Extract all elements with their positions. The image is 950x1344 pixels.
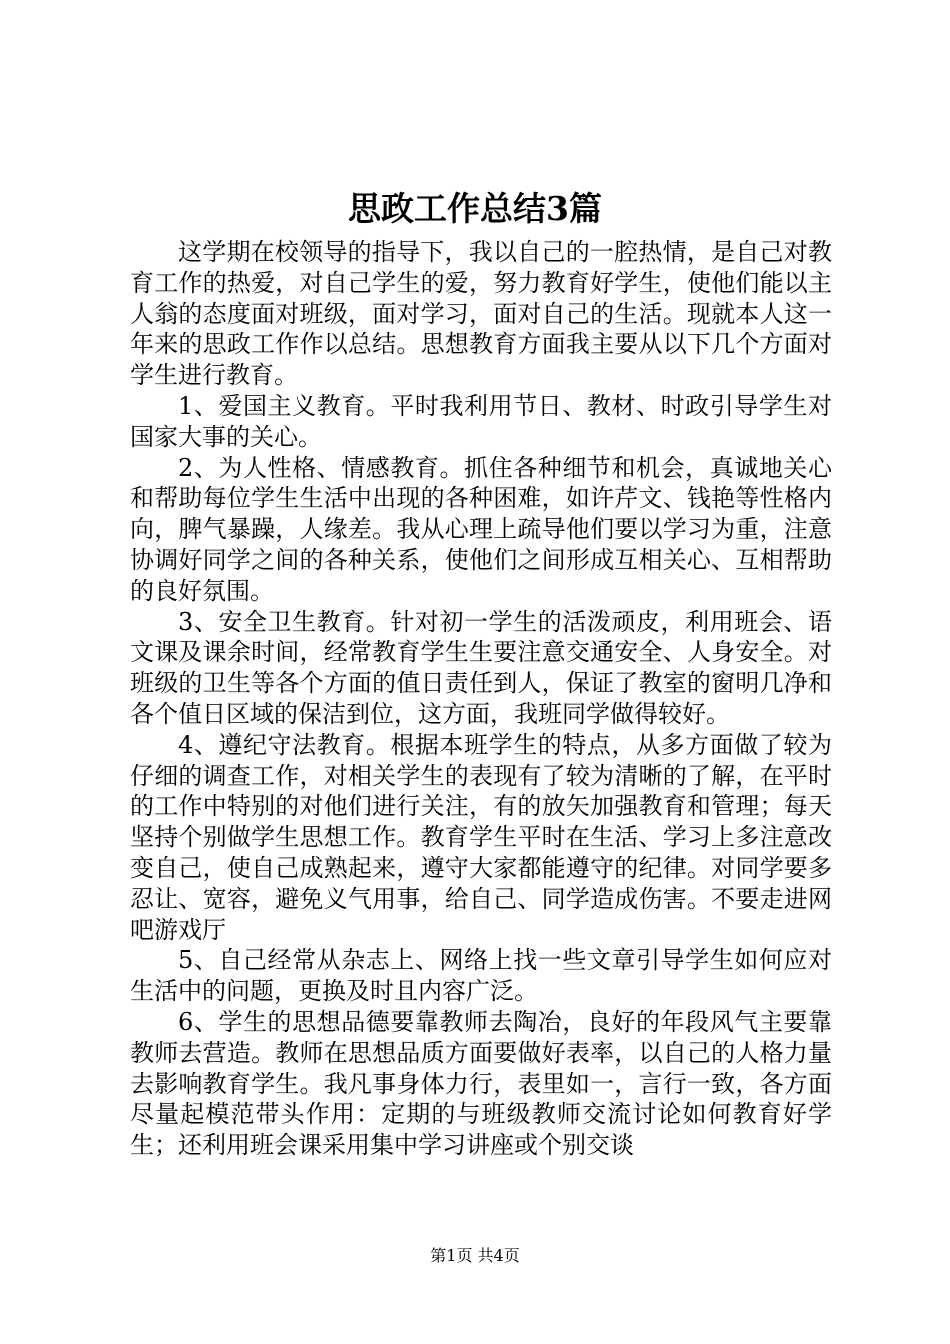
paragraph-item-1: 1、爱国主义教育。平时我利用节日、教材、时政引导学生对国家大事的关心。: [130, 391, 832, 451]
paragraph-item-4: 4、遵纪守法教育。根据本班学生的特点，从多方面做了较为仔细的调查工作，对相关学生的表现有了较为清晰的了解，在平时的工作中特别的对他们进行关注，有的放矢加强教育和管理；每天坚持个别做学生思想工作。教育学生平时在生活、学习上多注意改变自己，使自己成熟起来，遵守大家都能遵守的纪律。对同学要多忍让、宽容，避免义气用事，给自己、同学造成伤害。不要走进网吧游戏厅: [130, 730, 832, 944]
page-title: 思政工作总结3篇: [348, 189, 602, 228]
paragraph-item-6: 6、学生的思想品德要靠教师去陶冶，良好的年段风气主要靠教师去营造。教师在思想品质方面要做好表率，以自己的人格力量去影响教育学生。我凡事身体力行，表里如一，言行一致，各方面尽量起模范带头作用：定期的与班级教师交流讨论如何教育好学生；还利用班会课采用集中学习讲座或个别交谈: [130, 1007, 832, 1160]
paragraph-item-5: 5、自己经常从杂志上、网络上找一些文章引导学生如何应对生活中的问题，更换及时且内容广泛。: [130, 946, 832, 1006]
paragraph-item-3: 3、安全卫生教育。针对初一学生的活泼顽皮，利用班会、语文课及课余时间，经常教育学生生要注意交通安全、人身安全。对班级的卫生等各个方面的值日责任到人，保证了教室的窗明几净和各个值日区域的保洁到位，这方面，我班同学做得较好。: [130, 607, 832, 728]
document-body: [130, 237, 832, 1161]
paragraph-intro: 这学期在校领导的指导下，我以自己的一腔热情，是自己对教育工作的热爱，对自己学生的爱，努力教育好学生，使他们能以主人翁的态度面对班级，面对学习，面对自己的生活。现就本人这一年来的思政工作作以总结。思想教育方面我主要从以下几个方面对学生进行教育。: [130, 238, 832, 390]
paragraph-item-2: 2、为人性格、情感教育。抓住各种细节和机会，真诚地关心和帮助每位学生生活中出现的各种困难，如许芹文、钱艳等性格内向，脾气暴躁，人缘差。我从心理上疏导他们要以学习为重，注意协调好同学之间的各种关系，使他们之间形成互相关心、互相帮助的良好氛围。: [130, 453, 832, 605]
page-footer: 第1页 共4页: [430, 1246, 520, 1265]
